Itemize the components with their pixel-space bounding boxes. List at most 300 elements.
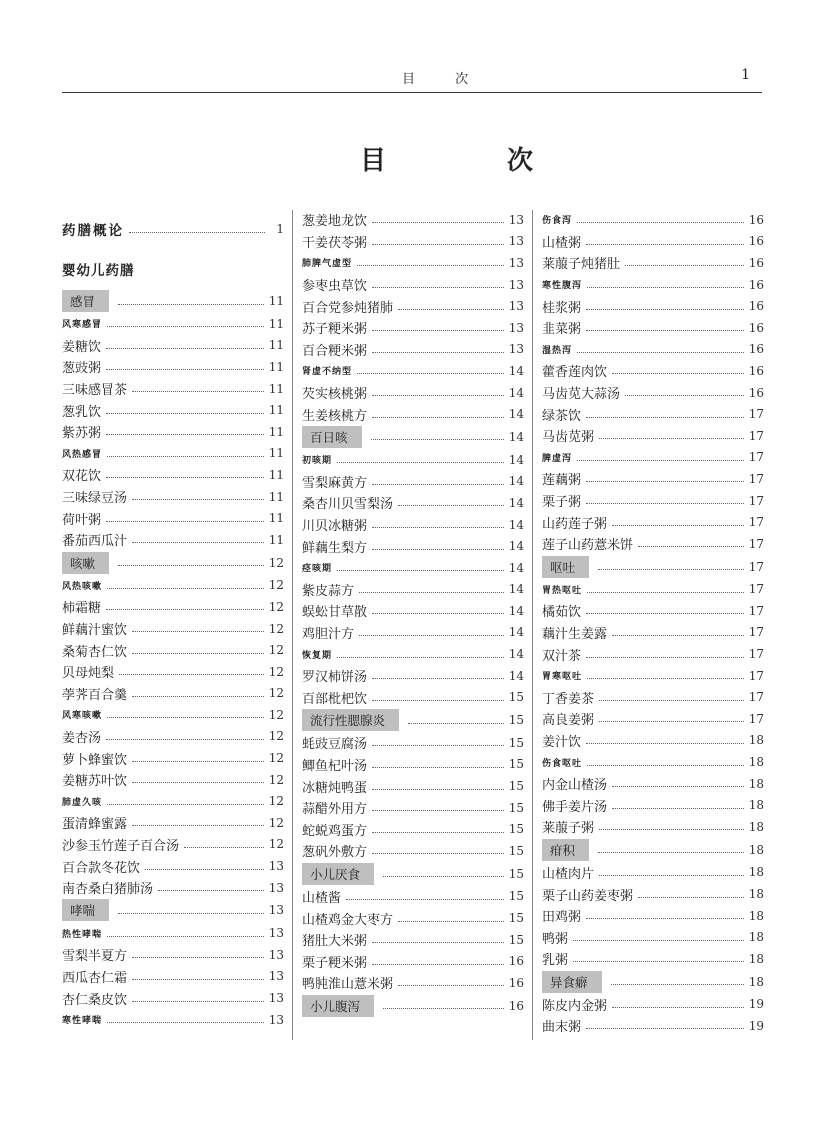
- dot-leader: [587, 287, 744, 288]
- dot-leader: [372, 942, 504, 943]
- toc-entry-title: 百合款冬花饮: [62, 860, 141, 876]
- toc-page-number: 14: [508, 429, 524, 444]
- toc-page-number: 15: [508, 779, 524, 794]
- toc-page-number: 18: [748, 930, 764, 945]
- toc-page-number: 14: [508, 582, 524, 597]
- dot-leader: [106, 477, 264, 478]
- dot-leader: [612, 786, 744, 787]
- toc-page-number: 15: [508, 713, 524, 728]
- toc-page-number: 17: [748, 515, 764, 530]
- toc-entry-item[interactable]: [62, 464, 284, 486]
- toc-entry-sub[interactable]: [542, 209, 764, 231]
- toc-entry-title: 丁香姜茶: [542, 691, 595, 707]
- column-divider: [292, 210, 293, 1040]
- toc-entry-item[interactable]: [62, 618, 284, 640]
- toc-page-number: 18: [748, 819, 764, 834]
- toc-entry-item[interactable]: [542, 468, 764, 490]
- dot-leader: [372, 527, 504, 528]
- toc-entry-item[interactable]: [302, 818, 524, 840]
- toc-entry-item[interactable]: [542, 643, 764, 665]
- toc-entry-title: 百合党参炖猪肺: [302, 300, 394, 316]
- toc-entry-item[interactable]: [62, 877, 284, 899]
- toc-page-number: 17: [748, 582, 764, 597]
- toc-page-number: 17: [748, 711, 764, 726]
- toc-entry-title: 姜汁饮: [542, 734, 582, 750]
- toc-entry-item[interactable]: [302, 535, 524, 557]
- toc-entry-item[interactable]: [62, 596, 284, 618]
- dot-leader: [357, 265, 504, 266]
- dot-leader: [106, 739, 264, 740]
- toc-entry-title: 雪梨半夏方: [62, 949, 128, 965]
- toc-entry-cat[interactable]: [62, 898, 284, 922]
- dot-leader: [372, 244, 504, 245]
- toc-entry-item[interactable]: [542, 600, 764, 622]
- dot-leader: [586, 918, 744, 919]
- toc-entry-title: 咳嗽: [62, 552, 109, 574]
- toc-entry-cat[interactable]: [62, 289, 284, 313]
- toc-entry-item[interactable]: [542, 905, 764, 927]
- toc-entry-item[interactable]: [62, 987, 284, 1009]
- dot-leader: [372, 613, 504, 614]
- toc-page-number: 16: [748, 342, 764, 357]
- toc-entry-sub[interactable]: [542, 274, 764, 296]
- dot-leader: [107, 717, 264, 718]
- dot-leader: [372, 700, 504, 701]
- toc-page-number: 16: [748, 385, 764, 400]
- toc-page-number: 14: [508, 474, 524, 489]
- toc-page-number: 18: [748, 865, 764, 880]
- toc-entry-item[interactable]: [542, 252, 764, 274]
- toc-entry-item[interactable]: [542, 295, 764, 317]
- dot-leader: [372, 549, 504, 550]
- toc-entry-item[interactable]: [542, 926, 764, 948]
- toc-entry-item[interactable]: [542, 730, 764, 752]
- dot-leader: [638, 546, 744, 547]
- toc-page-number: 12: [268, 686, 284, 701]
- dot-leader: [372, 789, 504, 790]
- toc-entry-item[interactable]: [302, 622, 524, 644]
- toc-entry-title: 桑杏川贝雪梨汤: [302, 497, 394, 513]
- toc-page-number: 18: [748, 974, 764, 989]
- toc-entry-sub[interactable]: [302, 252, 524, 274]
- toc-page-number: 13: [268, 991, 284, 1006]
- toc-page-number: 11: [268, 424, 284, 439]
- toc-entry-title: 风寒咳嗽: [62, 711, 103, 722]
- toc-page-number: 12: [268, 664, 284, 679]
- toc-entry-item[interactable]: [302, 492, 524, 514]
- toc-page-number: 12: [268, 643, 284, 658]
- toc-entry-title: 紫苏粥: [62, 426, 102, 442]
- toc-page-number: 19: [748, 1018, 764, 1033]
- toc-page-number: 16: [748, 277, 764, 292]
- dot-leader: [372, 678, 504, 679]
- dot-leader: [107, 804, 264, 805]
- toc-page-number: 14: [508, 495, 524, 510]
- dot-leader: [132, 782, 264, 783]
- toc-page-number: 16: [508, 975, 524, 990]
- toc-entry-sub[interactable]: [302, 557, 524, 579]
- dot-leader: [132, 542, 264, 543]
- toc-page-number: 13: [268, 969, 284, 984]
- toc-entry-title: 蜈蚣甘草散: [302, 605, 368, 621]
- toc-entry-item[interactable]: [302, 231, 524, 253]
- toc-entry-item[interactable]: [302, 579, 524, 601]
- toc-entry-title: 痉咳期: [302, 564, 333, 575]
- dot-leader: [372, 767, 504, 768]
- toc-column-3: [542, 209, 764, 1037]
- toc-entry-title: 田鸡粥: [542, 910, 582, 926]
- toc-entry-cat[interactable]: [542, 555, 764, 579]
- toc-entry-sub[interactable]: [302, 449, 524, 471]
- toc-entry-sub[interactable]: [62, 922, 284, 944]
- toc-page-number: 16: [748, 320, 764, 335]
- toc-entry-sub[interactable]: [542, 751, 764, 773]
- toc-entry-item[interactable]: [302, 775, 524, 797]
- toc-entry-item[interactable]: [302, 339, 524, 361]
- dot-leader: [383, 1008, 504, 1009]
- toc-page-number: 13: [268, 926, 284, 941]
- toc-entry-item[interactable]: [542, 231, 764, 253]
- toc-entry-item[interactable]: [62, 944, 284, 966]
- toc-entry-title: 百合粳米粥: [302, 343, 368, 359]
- toc-entry-title: 蛋清蜂蜜露: [62, 817, 128, 833]
- toc-page-number: 13: [508, 342, 524, 357]
- toc-entry-item[interactable]: [62, 486, 284, 508]
- toc-entry-cat[interactable]: [302, 425, 524, 449]
- toc-page-number: 12: [268, 772, 284, 787]
- toc-page-number: 12: [268, 621, 284, 636]
- dot-leader: [106, 348, 264, 349]
- dot-leader: [586, 309, 744, 310]
- header-title: 目 次: [402, 72, 487, 87]
- toc-entry-sub[interactable]: [62, 575, 284, 597]
- toc-entry-item[interactable]: [302, 907, 524, 929]
- toc-page-number: 13: [508, 234, 524, 249]
- dot-leader: [398, 505, 504, 506]
- dot-leader: [346, 899, 504, 900]
- column-divider: [532, 210, 533, 1040]
- toc-entry-title: 猪肚大米粥: [302, 934, 368, 950]
- toc-page-number: 17: [748, 559, 764, 574]
- toc-entry-item[interactable]: [542, 794, 764, 816]
- toc-entry-title: 三味绿豆汤: [62, 491, 128, 507]
- dot-leader: [599, 829, 744, 830]
- toc-entry-item[interactable]: [62, 335, 284, 357]
- toc-entry-title: 贝母炖梨: [62, 666, 115, 682]
- toc-page-number: 15: [508, 800, 524, 815]
- dot-leader: [372, 287, 504, 288]
- toc-page-number: 13: [508, 255, 524, 270]
- toc-page-number: 17: [748, 603, 764, 618]
- toc-page-number: 16: [508, 998, 524, 1013]
- toc-entry-item[interactable]: [302, 732, 524, 754]
- toc-page-number: 13: [268, 880, 284, 895]
- toc-entry-title: 恢复期: [302, 650, 333, 661]
- toc-entry-title: 西瓜杏仁霜: [62, 970, 128, 986]
- toc-entry-item[interactable]: [302, 382, 524, 404]
- dot-leader: [586, 503, 744, 504]
- toc-entry-title: 伤食呕吐: [542, 758, 583, 769]
- toc-entry-sub[interactable]: [62, 313, 284, 335]
- toc-entry-item[interactable]: [542, 883, 764, 905]
- toc-entry-title: 蒜醋外用方: [302, 802, 368, 818]
- toc-page-number: 12: [268, 815, 284, 830]
- toc-entry-title: 山药莲子粥: [542, 516, 608, 532]
- toc-page-number: 17: [748, 536, 764, 551]
- dot-leader: [577, 460, 744, 461]
- toc-entry-item[interactable]: [62, 421, 284, 443]
- toc-entry-item[interactable]: [302, 295, 524, 317]
- dot-leader: [132, 696, 264, 697]
- toc-entry-item[interactable]: [62, 378, 284, 400]
- toc-entry-item[interactable]: [62, 834, 284, 856]
- toc-entry-sub[interactable]: [62, 704, 284, 726]
- toc-entry-title: 胃寒呕吐: [542, 672, 583, 683]
- toc-entry-item[interactable]: [542, 862, 764, 884]
- dot-leader: [359, 635, 504, 636]
- toc-entry-title: 马齿苋大蒜汤: [542, 387, 621, 403]
- toc-entry-cat[interactable]: [542, 838, 764, 862]
- toc-page-number: 18: [748, 908, 764, 923]
- dot-leader: [573, 940, 744, 941]
- toc-entry-title: 莲子山药薏米饼: [542, 538, 634, 554]
- toc-entry-title: 小儿厌食: [302, 863, 374, 885]
- toc-entry-title: 荸荠百合羹: [62, 687, 128, 703]
- toc-entry-item[interactable]: [302, 929, 524, 951]
- toc-entry-title: 流行性腮腺炎: [302, 709, 399, 731]
- toc-entry-item[interactable]: [542, 360, 764, 382]
- toc-entry-item[interactable]: [302, 840, 524, 862]
- toc-entry-item[interactable]: [62, 507, 284, 529]
- toc-entry-title: 萝卜蜂蜜饮: [62, 752, 128, 768]
- toc-entry-title: 韭菜粥: [542, 322, 582, 338]
- dot-leader: [372, 853, 504, 854]
- toc-entry-item[interactable]: [62, 855, 284, 877]
- dot-leader: [586, 417, 744, 418]
- toc-entry-title: 鲜藕汁蜜饮: [62, 623, 128, 639]
- dot-leader: [372, 964, 504, 965]
- toc-page-number: 16: [748, 299, 764, 314]
- dot-leader: [612, 635, 744, 636]
- toc-entry-item[interactable]: [302, 274, 524, 296]
- toc-entry-cat[interactable]: [302, 862, 524, 886]
- toc-page-number: 11: [268, 359, 284, 374]
- toc-entry-title: 肺虚久咳: [62, 797, 103, 808]
- dot-leader: [372, 352, 504, 353]
- toc-page-number: 17: [748, 428, 764, 443]
- toc-entry-cat[interactable]: [542, 970, 764, 994]
- toc-entry-cat[interactable]: [62, 551, 284, 575]
- toc-entry-item[interactable]: [542, 425, 764, 447]
- toc-entry-item[interactable]: [302, 950, 524, 972]
- toc-entry-item[interactable]: [302, 514, 524, 536]
- toc-entry-sub[interactable]: [62, 790, 284, 812]
- dot-leader: [132, 979, 264, 980]
- toc-page-number: 11: [268, 532, 284, 547]
- dot-leader: [598, 569, 744, 570]
- toc-page-number: 18: [748, 887, 764, 902]
- toc-page-number: 17: [748, 690, 764, 705]
- toc-entry-item[interactable]: [62, 812, 284, 834]
- toc-page-number: 12: [268, 751, 284, 766]
- toc-entry-title: 肾虚不纳型: [302, 367, 353, 378]
- dot-leader: [106, 609, 264, 610]
- toc-page-number: 17: [748, 407, 764, 422]
- toc-entry-title: 小儿腹泻: [302, 995, 374, 1017]
- toc-entry-title: 蛇蜕鸡蛋方: [302, 823, 368, 839]
- dot-leader: [372, 395, 504, 396]
- toc-entry-item[interactable]: [302, 317, 524, 339]
- dot-leader: [577, 352, 744, 353]
- toc-page-number: 14: [508, 539, 524, 554]
- toc-entry-title: 百部枇杷饮: [302, 691, 368, 707]
- toc-page-number: 13: [508, 277, 524, 292]
- toc-entry-title: 桑菊杏仁饮: [62, 644, 128, 660]
- dot-leader: [599, 721, 744, 722]
- toc-entry-item[interactable]: [62, 726, 284, 748]
- toc-page-number: 11: [268, 338, 284, 353]
- toc-entry-title: 栗子山药姜枣粥: [542, 888, 634, 904]
- toc-page-number: 1: [276, 222, 284, 236]
- toc-entry-item[interactable]: [302, 209, 524, 231]
- dot-leader: [398, 985, 504, 986]
- toc-entry-item[interactable]: [542, 708, 764, 730]
- dot-leader: [107, 936, 264, 937]
- dot-leader: [598, 852, 744, 853]
- dot-leader: [586, 1028, 744, 1029]
- toc-entry-sub[interactable]: [302, 360, 524, 382]
- toc-entry-item[interactable]: [542, 403, 764, 425]
- toc-entry-title: 栗子粳米粥: [302, 955, 368, 971]
- toc-entry-title: 曲末粥: [542, 1020, 582, 1036]
- toc-entry-item[interactable]: [302, 665, 524, 687]
- toc-page-number: 13: [268, 1012, 284, 1027]
- toc-entry-item[interactable]: [302, 686, 524, 708]
- toc-entry-title: 呕吐: [542, 556, 589, 578]
- toc-entry-item[interactable]: [62, 356, 284, 378]
- toc-entry-title: 姜杏汤: [62, 730, 102, 746]
- toc-page-number: 15: [508, 889, 524, 904]
- dot-leader: [132, 1001, 264, 1002]
- dot-leader: [372, 745, 504, 746]
- toc-entry-part2[interactable]: [62, 249, 284, 289]
- dot-leader: [587, 765, 744, 766]
- toc-entry-item[interactable]: [542, 686, 764, 708]
- toc-entry-cat[interactable]: [302, 994, 524, 1018]
- toc-entry-title: 内金山楂汤: [542, 778, 608, 794]
- toc-page-number: 17: [748, 668, 764, 683]
- toc-entry-sub[interactable]: [62, 1009, 284, 1031]
- dot-leader: [372, 832, 504, 833]
- toc-entry-item[interactable]: [302, 403, 524, 425]
- toc-entry-title: 马齿苋粥: [542, 430, 595, 446]
- toc-entry-item[interactable]: [62, 966, 284, 988]
- toc-entry-title: 山楂鸡金大枣方: [302, 912, 394, 928]
- toc-page-number: 12: [268, 555, 284, 570]
- toc-entry-item[interactable]: [62, 661, 284, 683]
- toc-entry-title: 异食癖: [542, 971, 602, 993]
- toc-entry-item[interactable]: [542, 382, 764, 404]
- toc-page-number: 11: [268, 316, 284, 331]
- toc-entry-item[interactable]: [62, 683, 284, 705]
- toc-page-number: 18: [748, 776, 764, 791]
- toc-entry-item[interactable]: [302, 797, 524, 819]
- toc-entry-title: 鸭肫淮山薏米粥: [302, 977, 394, 993]
- toc-entry-item[interactable]: [542, 1015, 764, 1037]
- toc-entry-title: 风热感冒: [62, 449, 103, 460]
- dot-leader: [587, 592, 744, 593]
- dot-leader: [599, 700, 744, 701]
- toc-entry-title: 川贝冰糖粥: [302, 519, 368, 535]
- toc-entry-item[interactable]: [542, 511, 764, 533]
- toc-page-number: 14: [508, 517, 524, 532]
- toc-entry-item[interactable]: [542, 994, 764, 1016]
- toc-page-number: 16: [748, 255, 764, 270]
- toc-entry-title: 陈皮内金粥: [542, 998, 608, 1014]
- toc-page-number: 17: [748, 625, 764, 640]
- toc-entry-item[interactable]: [542, 948, 764, 970]
- toc-entry-item[interactable]: [302, 600, 524, 622]
- toc-page-number: 15: [508, 735, 524, 750]
- toc-entry-title: 罗汉柿饼汤: [302, 670, 368, 686]
- toc-entry-sub[interactable]: [302, 643, 524, 665]
- toc-entry-item[interactable]: [542, 773, 764, 795]
- toc-entry-item[interactable]: [302, 471, 524, 493]
- toc-entry-title: 鲫鱼杞叶汤: [302, 758, 368, 774]
- dot-leader: [599, 438, 744, 439]
- toc-entry-title: 三味感冒茶: [62, 383, 128, 399]
- toc-entry-item[interactable]: [302, 754, 524, 776]
- toc-entry-title: 双汁茶: [542, 648, 582, 664]
- toc-entry-title: 鲜藕生梨方: [302, 540, 368, 556]
- toc-entry-title: 葱乳饮: [62, 404, 102, 420]
- toc-entry-title: 苏子粳米粥: [302, 322, 368, 338]
- dot-leader: [337, 570, 504, 571]
- dot-leader: [398, 921, 504, 922]
- toc-entry-item[interactable]: [62, 747, 284, 769]
- toc-entry-item[interactable]: [62, 399, 284, 421]
- toc-entry-item[interactable]: [542, 816, 764, 838]
- toc-page-number: 14: [508, 363, 524, 378]
- toc-entry-first[interactable]: [62, 209, 284, 249]
- toc-entry-item[interactable]: [542, 317, 764, 339]
- toc-entry-title: 柿霜糖: [62, 601, 102, 617]
- toc-entry-item[interactable]: [62, 529, 284, 551]
- toc-entry-item[interactable]: [62, 769, 284, 791]
- toc-entry-sub[interactable]: [542, 579, 764, 601]
- toc-entry-item[interactable]: [302, 972, 524, 994]
- dot-leader: [398, 309, 504, 310]
- dot-leader: [132, 631, 264, 632]
- toc-entry-item[interactable]: [62, 639, 284, 661]
- dot-leader: [158, 890, 264, 891]
- toc-entry-item[interactable]: [542, 533, 764, 555]
- toc-page-number: 14: [508, 647, 524, 662]
- toc-entry-item[interactable]: [542, 622, 764, 644]
- toc-entry-sub[interactable]: [542, 339, 764, 361]
- toc-entry-item[interactable]: [302, 886, 524, 908]
- toc-page-number: 17: [748, 647, 764, 662]
- toc-entry-cat[interactable]: [302, 708, 524, 732]
- toc-entry-title: 沙参玉竹莲子百合汤: [62, 838, 180, 854]
- dot-leader: [145, 869, 264, 870]
- toc-entry-title: 莱菔子炖猪肚: [542, 257, 621, 273]
- toc-entry-sub[interactable]: [62, 443, 284, 465]
- toc-entry-item[interactable]: [542, 490, 764, 512]
- toc-entry-sub[interactable]: [542, 447, 764, 469]
- dot-leader: [612, 1007, 744, 1008]
- toc-entry-sub[interactable]: [542, 665, 764, 687]
